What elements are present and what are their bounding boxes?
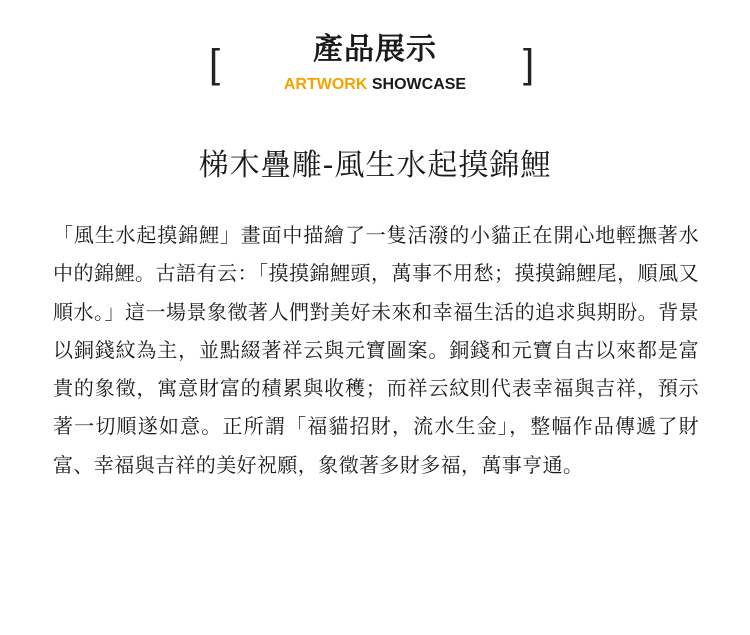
section-subtitle: [0, 76, 750, 94]
artwork-title: 梯木疊雕-風生水起摸錦鯉: [198, 148, 552, 183]
artwork-description: 「風生水起摸錦鯉」畫面中描繪了一隻活潑的小貓正在開心地輕撫著水中的錦鯉。古語有云：「摸摸錦鯉頭，萬事不用愁；摸摸錦鯉尾，順風又順水。」這一場景象徵著人們對美好未來和幸福生活的追求與期盼。背景以銅錢紋為主，並點綴著祥云與元寶圖案。銅錢和元寶自古以來都是富貴的象徵，寓意財富的積累與收穫；而祥云紋則代表幸福與吉祥，預示著一切順遂如意。正所謂「福貓招財，流水生金」，整幅作品傳遞了財富、幸福與吉祥的美好祝願，象徵著多財多福，萬事亨通。: [53, 223, 699, 477]
section-title: 產品展示: [313, 32, 437, 67]
right-bracket: ]: [523, 42, 535, 86]
left-bracket: [: [209, 42, 221, 86]
section-header: [0, 22, 750, 112]
subtitle-rest-word: SHOWCASE: [371, 76, 467, 93]
subtitle-accent-word: ARTWORK: [283, 76, 368, 93]
